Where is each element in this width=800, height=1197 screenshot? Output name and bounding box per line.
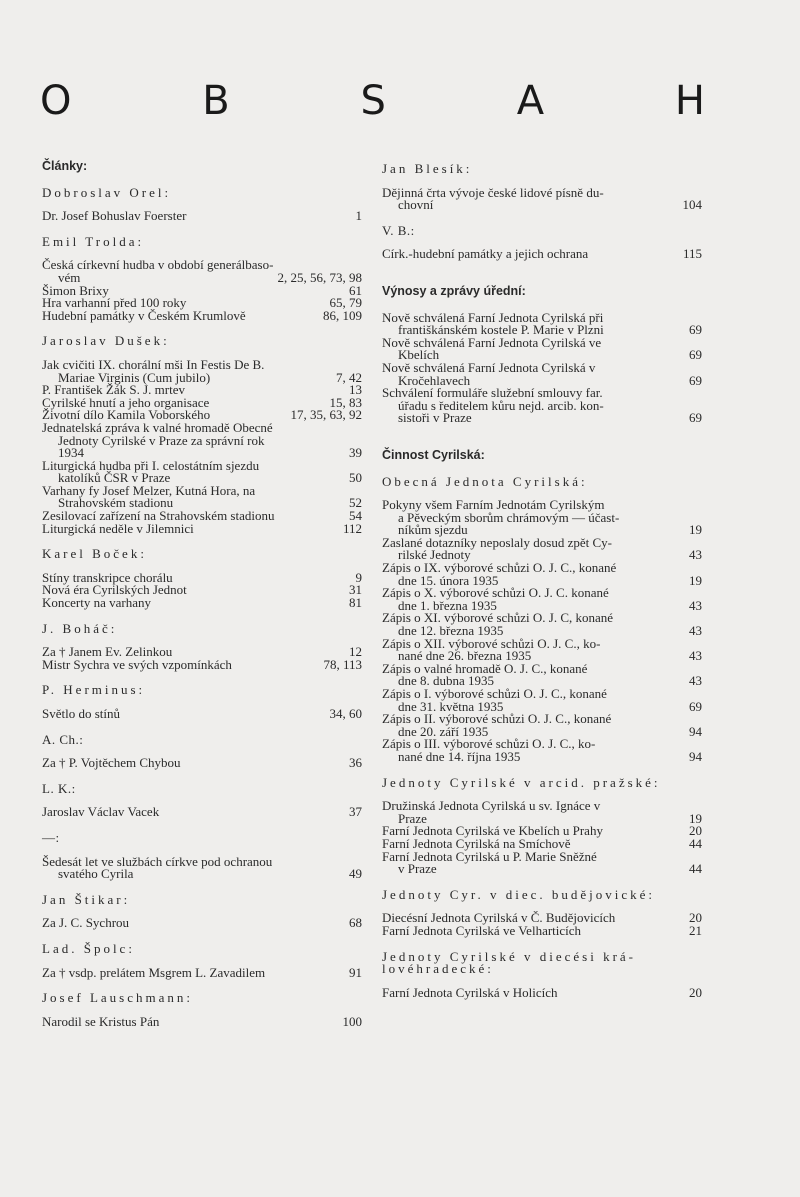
toc-section [382,473,702,764]
author-heading: Jednoty Cyr. v diec. budějovické: [382,886,656,902]
page-numbers: 68 [349,915,362,931]
author-heading: Jednoty Cyrilské v diecési krá- lovéhradecké: [382,948,637,977]
page-numbers: 69 [689,410,702,426]
entry-title-line: Česká církevní hudba v období generálbaso- [42,257,274,273]
toc-entry [42,356,362,385]
page-numbers: 15, 83 [329,394,362,410]
page-numbers: 54 [349,508,362,524]
entry-title-line: Družinská Jednota Cyrilská u sv. Ignáce v [382,798,601,814]
toc-entry [42,806,362,819]
toc-section [382,285,702,425]
entry-title-line: Mariae Virginis (Cum jubilo) [58,369,211,385]
toc-entry [382,309,702,338]
entry-title-line: Mistr Sychra ve svých vzpomínkách [42,656,232,672]
entry-title-line: Hra varhanní před 100 roky [42,295,187,311]
toc-entry [382,499,702,537]
page-numbers: 44 [689,861,702,877]
page-numbers: 61 [349,282,362,298]
toc-section [42,891,362,931]
entry-title-line: Farní Jednota Cyrilská ve Kbelích u Prahy [382,823,603,839]
entry-title-line: Koncerty na varhany [42,595,152,611]
entry-title-line: Nově schválená Farní Jednota Cyrilská ve [382,334,602,350]
page-numbers: 43 [689,623,702,639]
page-numbers: 39 [349,445,362,461]
page-numbers: 12 [349,644,362,660]
page-numbers: 31 [349,582,362,598]
page-numbers: 43 [689,648,702,664]
entry-title-line: vém [58,269,81,285]
page-numbers: 69 [689,322,702,338]
toc-section [42,940,362,980]
toc-entry [42,656,362,672]
category-heading: Činnost Cyrilská: [382,447,485,462]
entry-title-line: P. František Žák S. J. mrtev [42,382,185,398]
entry-title-line: Pokyny všem Farním Jednotám Cyrilským [382,497,605,513]
page-numbers: 69 [689,698,702,714]
toc-entry [42,917,362,930]
page-numbers: 86, 109 [323,307,362,323]
entry-title-line: dne 31. května 1935 [398,698,504,714]
entry-title-line: Praze [398,810,427,826]
author-heading: Karel Boček: [42,546,147,562]
author-heading: J. Boháč: [42,620,118,636]
page-numbers: 65, 79 [329,295,362,311]
entry-title-line: Zaslané dotazníky neposlaly dosud zpět Cy- [382,534,612,550]
toc-entry [382,738,702,763]
entry-title-line: Varhany fy Josef Melzer, Kutná Hora, na [42,482,256,498]
entry-title-line: rilské Jednoty [398,547,471,563]
toc-entry [42,307,362,323]
entry-title-line: františkánském kostele P. Marie v Plzni [398,322,604,338]
page-numbers: 69 [689,347,702,363]
toc-section [42,184,362,224]
page-numbers: 20 [689,984,702,1000]
title-letter: O [40,78,72,124]
toc-entry [382,248,702,261]
toc-section [42,335,362,535]
toc-entry [42,597,362,610]
entry-title-line: Nová éra Cyrilských Jednot [42,582,187,598]
page-numbers: 49 [349,866,362,882]
toc-section [382,449,702,462]
page-numbers: 115 [682,246,702,262]
entry-title-line: Farní Jednota Cyrilská na Smíchově [382,835,571,851]
entry-title-line: v Praze [398,861,437,877]
entry-title-line: Liturgická hudba při I. celostátním sjezdu [42,457,260,473]
author-heading: Lad. Špolc: [42,940,135,956]
entry-title-line: dne 15. února 1935 [398,572,499,588]
page-numbers: 17, 35, 63, 92 [290,407,362,423]
toc-section [382,948,702,1000]
page-numbers: 20 [689,823,702,839]
toc-entry [382,660,702,689]
entry-title-line: Stíny transkripce chorálu [42,569,173,585]
entry-title-line: sistoři v Praze [398,410,472,426]
entry-title-line: Jak cvičiti IX. chorální mši In Festis De B. [42,356,265,372]
entry-title-line: Zesilovací zařízení na Strahovském stadionu [42,508,275,524]
toc-section [42,160,362,173]
page-numbers: 19 [689,572,702,588]
entry-title-line: Světlo do stínů [42,706,121,721]
entry-title-line: Jaroslav Václav Vacek [42,804,160,820]
toc-entry [382,635,702,664]
entry-title-line: Farní Jednota Cyrilská ve Velharticích [382,922,582,938]
page-numbers: 43 [689,673,702,689]
entry-title-line: Zápis o valné hromadě O. J. C., konané [382,660,588,676]
entry-title-line: Šedesát let ve službách církve pod ochranou [42,853,273,869]
entry-title-line: Diecésní Jednota Cyrilská v Č. Budějovicích [382,910,616,926]
toc-entry [42,520,362,536]
toc-entry [42,757,362,770]
page-numbers: 43 [689,547,702,563]
toc-column-left [42,160,362,1028]
entry-title-line: Za † P. Vojtěchem Chybou [42,755,181,771]
page-numbers: 94 [689,748,702,764]
author-heading: V. B.: [382,222,415,238]
toc-entry [42,259,362,284]
page-numbers: 50 [349,470,362,486]
page-numbers: 81 [349,595,362,611]
entry-title-line: 1934 [58,445,84,461]
author-heading: Emil Trolda: [42,233,145,249]
entry-title-line: nané dne 26. března 1935 [398,648,532,664]
page-numbers: 78, 113 [323,656,362,672]
page-numbers: 34, 60 [329,706,362,721]
author-heading: Jan Blesík: [382,161,473,176]
toc-entry [382,800,702,825]
page-numbers: 2, 25, 56, 73, 98 [277,269,362,285]
page-numbers: 43 [689,597,702,613]
toc-section [42,992,362,1028]
author-heading: P. Herminus: [42,682,146,698]
toc-entry [42,419,362,461]
title-letter: S [360,78,386,124]
toc-section [42,620,362,672]
entry-title-line: Kbelích [398,347,440,363]
entry-title-line: Zápis o II. výborové schůzi O. J. C., konané [382,711,612,727]
entry-title-line: chovní [398,197,434,213]
entry-title-line: Strahovském stadionu [58,495,174,511]
entry-title-line: Farní Jednota Cyrilská u P. Marie Sněžné [382,848,597,864]
author-heading: —: [42,829,60,845]
toc-section [382,222,702,262]
toc-entry [382,387,702,425]
entry-title-line: Za † vsdp. prelátem Msgrem L. Zavadilem [42,964,266,980]
toc-section [42,233,362,323]
toc-entry [382,562,702,587]
entry-title-line: Nově schválená Farní Jednota Cyrilská při [382,309,604,325]
toc-entry [382,688,702,713]
entry-title-line: Jednatelská zpráva k valné hromadě Obecné [42,419,273,435]
author-heading: Dobroslav Orel: [42,184,172,200]
toc-section [42,780,362,820]
toc-section [42,548,362,609]
toc-entry [382,534,702,563]
page-numbers: 112 [342,520,362,536]
entry-title-line: Zápis o XI. výborové schůzi O. J. C, konané [382,610,614,626]
entry-title-line: úřadu s ředitelem kůru nejd. arcib. kon- [398,397,604,413]
page-title [40,78,705,124]
entry-title-line: Za † Janem Ev. Zelinkou [42,644,173,660]
entry-title-line: Farní Jednota Cyrilská v Holicích [382,984,558,1000]
page-numbers: 44 [689,835,702,851]
author-heading: Jan Štikar: [42,891,131,907]
toc-entry [382,184,702,213]
entry-title-line: Životní dílo Kamila Voborského [42,407,211,423]
page-numbers: 1 [355,208,362,224]
toc-entry [42,708,362,721]
title-letter: A [516,78,545,124]
toc-column-right [382,163,702,999]
entry-title-line: Za J. C. Sychrou [42,915,130,931]
toc-entry [382,922,702,938]
title-letter: H [674,78,705,124]
toc-entry [42,964,362,980]
entry-title-line: Narodil se Kristus Pán [42,1013,160,1029]
entry-title-line: Nově schválená Farní Jednota Cyrilská v [382,359,596,375]
page-numbers: 37 [349,804,362,820]
page-numbers: 94 [689,723,702,739]
entry-title-line: Liturgická neděle v Jilemnici [42,520,194,536]
toc-entry [42,210,362,223]
entry-title-line: dne 8. dubna 1935 [398,673,495,689]
entry-title-line: Zápis o I. výborové schůzi O. J. C., konané [382,686,607,701]
toc-section [42,731,362,771]
author-heading: Jaroslav Dušek: [42,333,170,349]
page-numbers: 13 [349,382,362,398]
toc-section [42,684,362,720]
entry-title-line: Jednoty Cyrilské v Praze za správní rok [58,432,265,448]
entry-title-line: katolíků ČSR v Praze [58,470,171,486]
toc-entry [382,848,702,877]
page-numbers: 19 [689,810,702,826]
page-numbers: 36 [349,755,362,771]
page-numbers: 69 [689,372,702,388]
entry-title-line: nané dne 14. října 1935 [398,748,521,764]
entry-title-line: Schválení formuláře služební smlouvy far. [382,385,603,401]
page-numbers: 20 [689,910,702,926]
entry-title-line: Zápis o X. výborové schůzi O. J. C. konané [382,585,609,601]
entry-title-line: Zápis o XII. výborové schůzi O. J. C., ko- [382,635,601,651]
author-heading: L. K.: [42,780,76,796]
title-letter: B [202,78,230,124]
page-numbers: 19 [689,522,702,538]
author-heading: Jednoty Cyrilské v arcid. pražské: [382,774,661,790]
page-numbers: 9 [355,569,362,585]
toc-section [382,163,702,212]
page-numbers: 52 [349,495,362,511]
page-numbers: 100 [342,1013,362,1029]
page-numbers: 91 [349,964,362,980]
toc-entry [382,984,702,1000]
author-heading: Obecná Jednota Cyrilská: [382,473,588,489]
toc-entry [42,457,362,486]
entry-title-line: Dějinná črta vývoje české lidové písně du- [382,184,604,200]
category-heading: Výnosy a zprávy úřední: [382,283,526,298]
entry-title-line: dne 12. března 1935 [398,623,504,639]
entry-title-line: Zápis o III. výborové schůzi O. J. C., ko- [382,736,596,752]
entry-title-line: Zápis o IX. výborové schůzi O. J. C., konané [382,560,617,576]
toc-entry [42,1013,362,1029]
toc-entry [382,587,702,612]
toc-entry [382,334,702,363]
toc-entry [382,359,702,388]
entry-title-line: dne 1. března 1935 [398,597,497,613]
entry-title-line: níkům sjezdu [398,522,468,538]
entry-title-line: svatého Cyrila [58,866,134,882]
page-numbers: 21 [689,922,702,938]
toc-section [382,886,702,938]
entry-title-line: Šimon Brixy [42,282,109,298]
toc-entry [382,612,702,637]
entry-title-line: Cyrilské hnutí a jeho organisace [42,394,210,410]
entry-title-line: Círk.-hudební památky a jejich ochrana [382,246,589,262]
page-numbers: 104 [682,197,702,213]
toc-entry [42,482,362,511]
toc-entry [42,853,362,882]
entry-title-line: Kročehlavech [398,372,471,388]
category-heading: Články: [42,159,88,173]
entry-title-line: a Pěveckým sborům chrámovým — účast- [398,509,620,525]
entry-title-line: Dr. Josef Bohuslav Foerster [42,208,187,224]
author-heading: A. Ch.: [42,731,84,747]
entry-title-line: Hudební památky v Českém Krumlově [42,307,246,323]
author-heading: Josef Lauschmann: [42,990,194,1006]
toc-section [382,774,702,877]
toc-section [42,829,362,882]
toc-entry [382,713,702,738]
entry-title-line: dne 20. září 1935 [398,723,489,739]
page-numbers: 7, 42 [336,369,362,385]
